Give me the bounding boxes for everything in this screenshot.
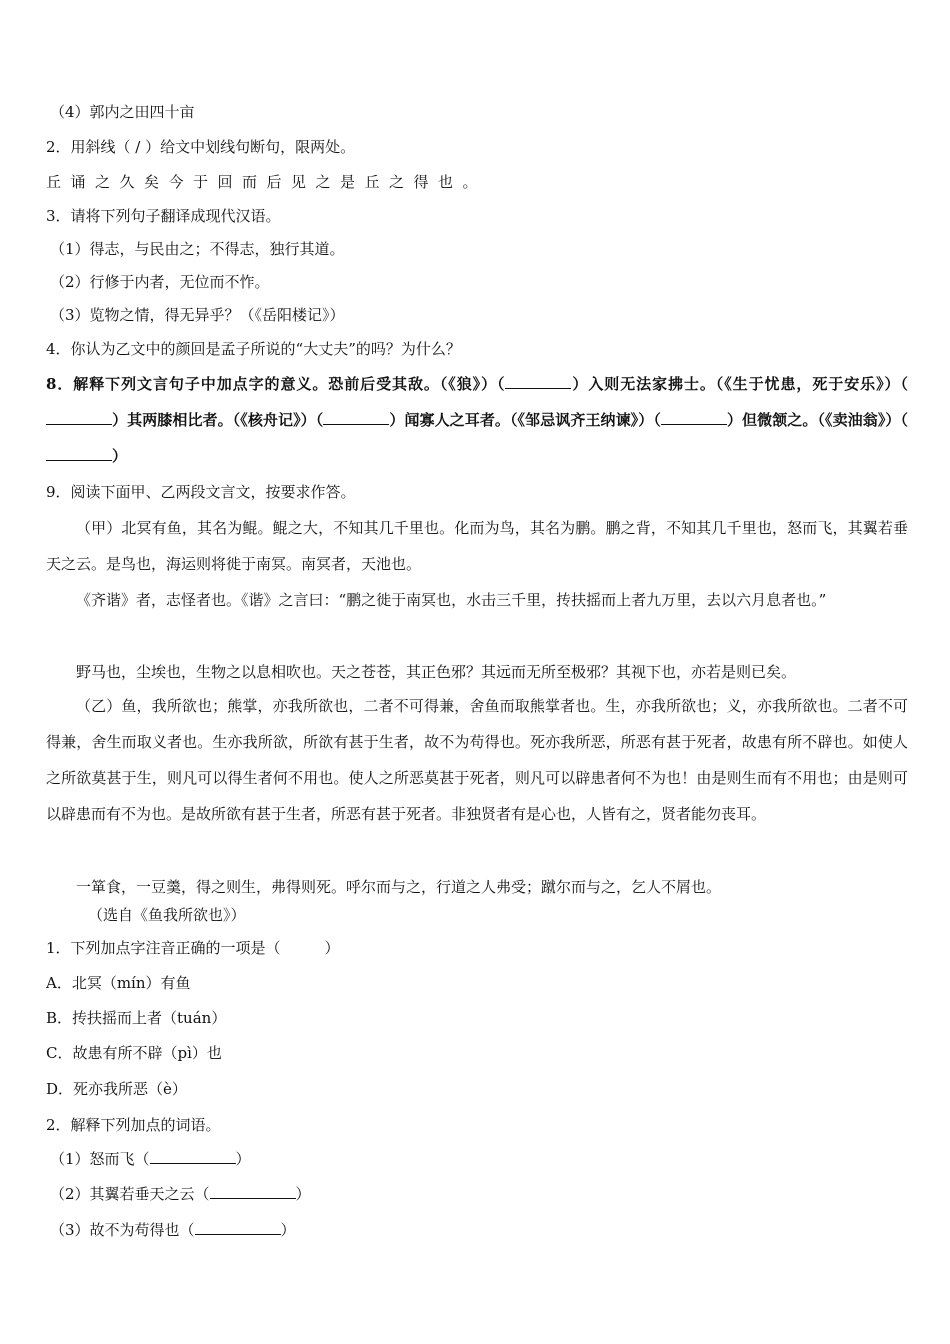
q-translate-instruction: 3．请将下列句子翻译成现代汉语。 [46, 207, 281, 225]
q2-item-3 [50, 1220, 296, 1240]
mc-question-close: ） [324, 939, 340, 957]
question-9-title: 9．阅读下面甲、乙两段文言文，按要求作答。 [46, 483, 356, 501]
q2-item-2-text: （2）其翼若垂天之云（ [50, 1185, 210, 1203]
passage-yi-p1: （乙）鱼，我所欲也；熊掌，亦我所欲也，二者不可得兼，舍鱼而取熊掌者也。生，亦我所欲也；义，亦我所欲也。二者不可得兼，舍生而取义者也。生亦我所欲，所欲有甚于生者，故不为苟得也。死亦我所恶，所恶有甚于死者，故患有所不辟也。如使人之所欲莫甚于生，则凡可以得生者何不用也。使人之所恶莫甚于死者，则凡可以辟患者何不为也！由是则生而有不用也；由是则可以辟患而有不为也。是故所欲有甚于生者，所恶有甚于死者。非独贤者有是心也，人皆有之，贤者能勿丧耳。 [46, 697, 908, 823]
q8-part-6: ） [112, 447, 128, 465]
q3-item-4: （4）郭内之田四十亩 [50, 103, 195, 121]
passage-jia-p1: （甲）北冥有鱼，其名为鲲。鲲之大，不知其几千里也。化而为鸟，其名为鹏。鹏之背，不知其几千里也，怒而飞，其翼若垂天之云。是鸟也，海运则将徙于南冥。南冥者，天池也。 [46, 519, 908, 573]
q8-part-4: ）闻寡人之耳者。（《邹忌讽齐王纳谏》）（ [389, 411, 661, 429]
q2-item-3-text: （3）故不为苟得也（ [50, 1221, 195, 1239]
passage-source: （选自《鱼我所欲也》） [88, 906, 246, 924]
translate-item-1: （1）得志，与民由之；不得志，独行其道。 [50, 240, 345, 258]
mc-question [46, 938, 340, 958]
q8-part-1: 8．解释下列文言句子中加点字的意义。恐前后受其敌。（《狼》）（ [46, 375, 506, 393]
q2-item-3-close: ） [280, 1221, 296, 1239]
mc-option-a[interactable]: A．北冥（mín）有鱼 [46, 974, 191, 992]
q2-title: 2．解释下列加点的词语。 [46, 1116, 221, 1134]
q-punctuation-sentence: 丘诵之久矣今于回而后见之是丘之得也。 [46, 173, 488, 191]
q8-blank-2[interactable] [46, 410, 112, 425]
q2-item-2 [50, 1184, 311, 1204]
q2-blank-2[interactable] [210, 1184, 296, 1199]
q-daizhangfu: 4．你认为乙文中的颜回是孟子所说的“大丈夫”的吗？为什么？ [46, 340, 461, 358]
q8-part-2: ）入则无法家拂士。（《生于忧患，死于安乐》）（ [571, 375, 908, 393]
passage-jia-p3: 野马也，尘埃也，生物之以息相吹也。天之苍苍，其正色邪？其远而无所至极邪？其视下也，亦若是则已矣。 [76, 663, 797, 681]
q8-blank-3[interactable] [323, 410, 389, 425]
q8-blank-5[interactable] [46, 446, 112, 461]
mc-option-b[interactable]: B．抟扶摇而上者（tuán） [46, 1009, 227, 1027]
mc-question-text: 1．下列加点字注音正确的一项是（ [46, 939, 281, 957]
q2-blank-3[interactable] [195, 1220, 281, 1235]
mc-option-c[interactable]: C．故患有所不辟（pì）也 [46, 1044, 222, 1062]
question-8 [46, 366, 908, 474]
q2-item-1 [50, 1149, 251, 1169]
q8-blank-1[interactable] [505, 374, 571, 389]
mc-option-d[interactable]: D．死亦我所恶（è） [46, 1080, 187, 1098]
translate-item-3: （3）览物之情，得无异乎？（《岳阳楼记》） [50, 306, 345, 324]
q2-item-2-close: ） [295, 1185, 311, 1203]
q2-item-1-close: ） [235, 1150, 251, 1168]
q2-item-1-text: （1）怒而飞（ [50, 1150, 150, 1168]
translate-item-2: （2）行修于内者，无位而不怍。 [50, 273, 270, 291]
passage-yi-p2: 一箪食，一豆羹，得之则生，弗得则死。呼尔而与之，行道之人弗受；蹴尔而与之，乞人不屑也。 [76, 878, 722, 896]
q8-part-3: ）其两膝相比者。（《核舟记》）（ [112, 411, 324, 429]
q2-blank-1[interactable] [150, 1149, 236, 1164]
q-punctuation-instruction: 2．用斜线（ / ）给文中划线句断句，限两处。 [46, 138, 356, 156]
q8-part-5: ）但微颔之。（《卖油翁》）（ [726, 411, 908, 429]
q8-blank-4[interactable] [661, 410, 727, 425]
passage-jia-p2: 《齐谐》者，志怪者也。《谐》之言曰：“鹏之徙于南冥也，水击三千里，抟扶摇而上者九万里，去以六月息者也。” [76, 591, 827, 609]
